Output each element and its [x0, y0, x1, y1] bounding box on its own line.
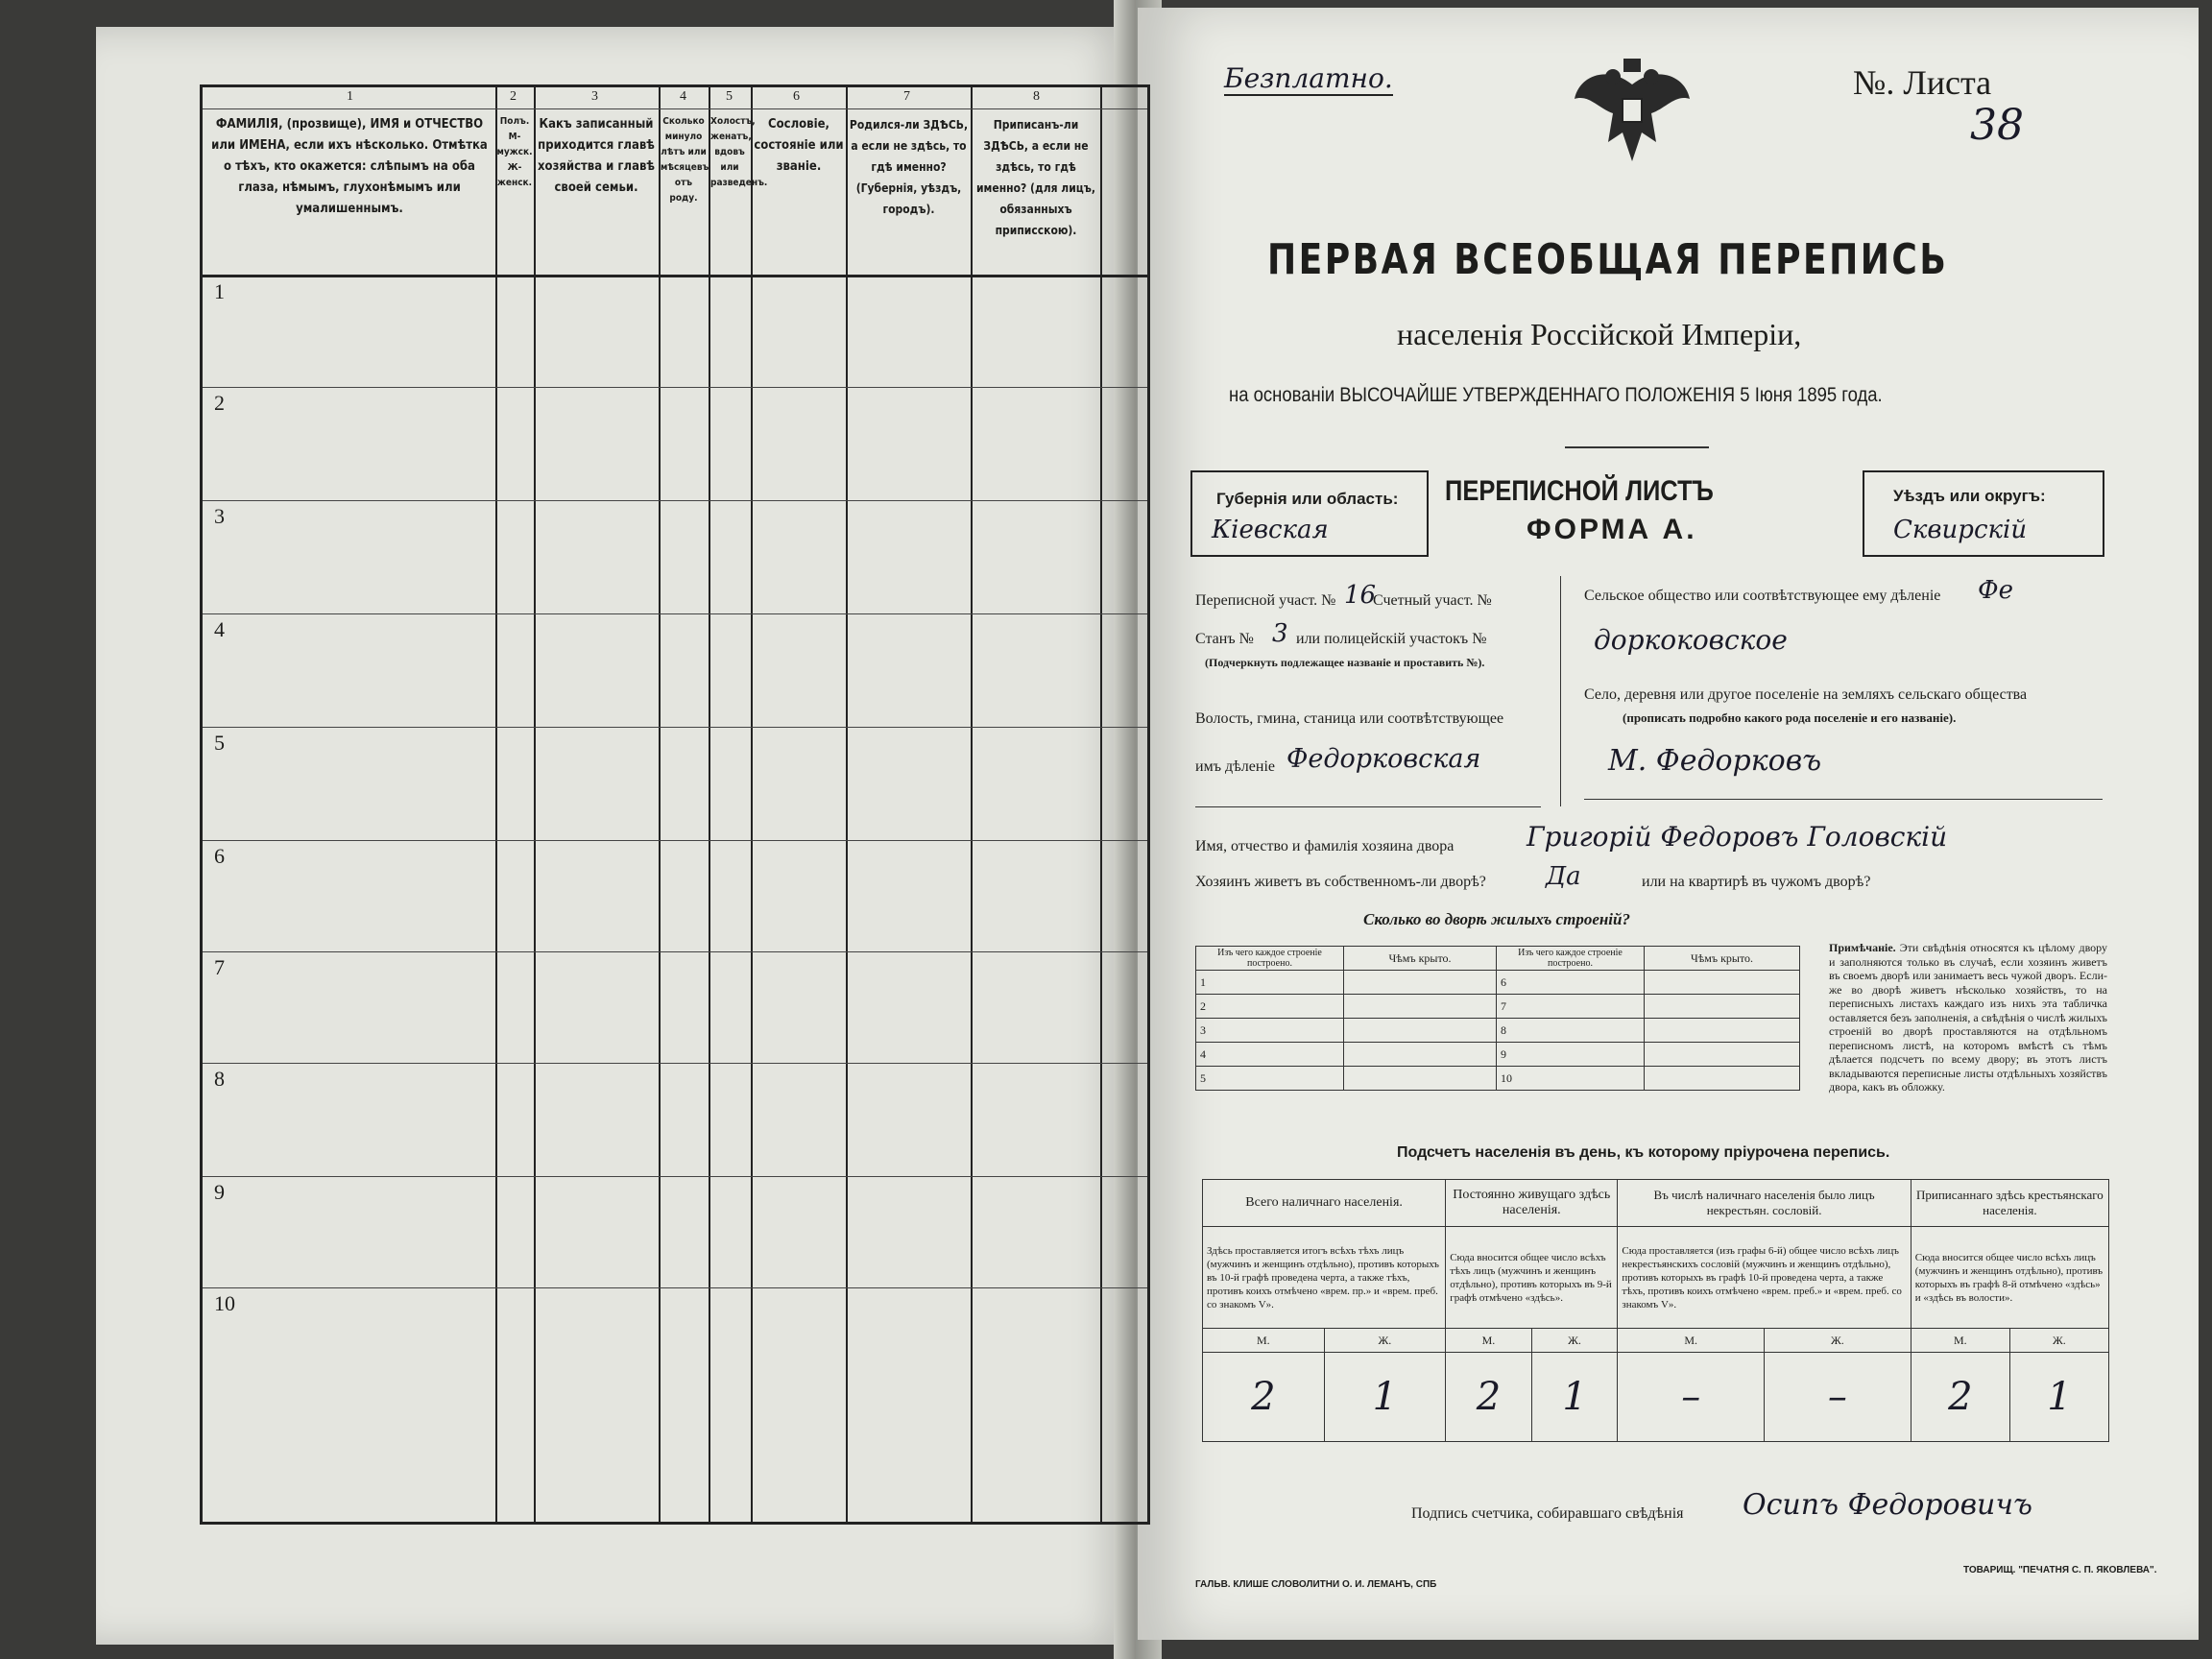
column-number: 7 [903, 89, 910, 104]
buildings-header-material: Изъ чего каждое строеніе построено. [1497, 947, 1645, 971]
count-non-peasant-female: – [1765, 1353, 1911, 1442]
count-desc-total: Здѣсь проставляется итогъ всѣхъ тѣхъ лицъ (мужчинъ и женщинъ отдѣльно), противъ которыхъ въ 10-й графѣ проведена черта, а также тѣхъ, противъ коихъ отмѣчено «врем. пр.» и «врем. преб. со знакомъ V». [1203, 1227, 1446, 1329]
province-label: Губернія или область: [1216, 490, 1399, 508]
building-row-number: 3 [1196, 1019, 1344, 1043]
counter-signature: Осипъ Федоровичъ [1743, 1488, 2033, 1522]
female-label: Ж. [1765, 1329, 1911, 1353]
village-value: М. Федорковъ [1608, 744, 1822, 778]
building-row-number: 7 [1497, 995, 1645, 1019]
sheet-number-label: №. Листа [1853, 63, 1992, 102]
column-header-relation: Какъ записанный приходится главѣ хозяйства и главѣ своей семьи. [538, 117, 655, 195]
building-row-number: 2 [1196, 995, 1344, 1019]
building-row-number: 4 [1196, 1043, 1344, 1067]
census-section-label: Переписной участ. № [1195, 592, 1336, 609]
column-number: 1 [347, 89, 353, 104]
village-label: Село, деревня или другое поселеніе на земляхъ сельскаго общества [1584, 686, 2028, 703]
count-section-label: Счетный участ. № [1373, 592, 1492, 609]
census-section-value: 16 [1344, 581, 1377, 610]
volost-label-2: имъ дѣленіе [1195, 758, 1275, 775]
count-permanent-male: 2 [1446, 1353, 1532, 1442]
police-section-label: или полицейскій участокъ № [1296, 631, 1487, 647]
count-head-registered: Приписаннаго здѣсь крестьянскаго населенія. [1911, 1180, 2108, 1227]
document-subtitle: населенія Россійской Имперіи, [1397, 317, 1802, 351]
count-desc-non-peasant: Сюда проставляется (изъ графы 6-й) общее число всѣхъ лицъ некрестьянскихъ сословій (мужчинъ и женщинъ отдѣльно), противъ которыхъ въ графѣ 10-й проведена черта, а также тѣхъ, противъ коихъ отмѣчено «врем. преб.» и «врем. преб. со знакомъ V». [1618, 1227, 1911, 1329]
double-headed-eagle-emblem [1570, 56, 1695, 169]
province-value: Кіевская [1212, 516, 1329, 544]
male-label: М. [1446, 1329, 1532, 1353]
society-value-1: Фе [1978, 576, 2013, 605]
column-header-birthplace: Родился-ли ЗДѢСЬ, а если не здѣсь, то гдѣ именно? (Губернія, уѣздъ, городъ). [849, 118, 969, 216]
column-number: 3 [591, 89, 598, 104]
row-number: 5 [214, 731, 225, 755]
building-row-number: 9 [1497, 1043, 1645, 1067]
legal-basis: на основаніи ВЫСОЧАЙШЕ УТВЕРЖДЕННАГО ПОЛОЖЕНІЯ 5 Іюня 1895 года. [1229, 384, 1883, 406]
district-box [1863, 470, 2104, 557]
building-row-number: 6 [1497, 971, 1645, 995]
printer-credit-right: ТОВАРИЩ. "ПЕЧАТНЯ С. П. ЯКОВЛЕВА". [1963, 1565, 2157, 1575]
underline-note: (Подчеркнуть подлежащее названіе и проставить №). [1205, 656, 1485, 669]
count-head-non-peasant: Въ числѣ наличнаго населенія было лицъ некрестьян. сословій. [1618, 1180, 1911, 1227]
free-label: Безплатно. [1224, 62, 1393, 94]
signature-label: Подпись счетчика, собиравшаго свѣдѣнія [1411, 1505, 1684, 1522]
stan-value: 3 [1272, 619, 1288, 648]
column-header-marital: Холостъ, женатъ, вдовъ или разведенъ. [710, 116, 768, 188]
own-yard-value: Да [1546, 862, 1581, 891]
column-number: 5 [726, 89, 733, 104]
province-box [1190, 470, 1429, 557]
population-count-title: Подсчетъ населенія въ день, къ которому пріурочена перепись. [1397, 1144, 1890, 1161]
building-row-number: 1 [1196, 971, 1344, 995]
society-label: Сельское общество или соотвѣтствующее ему дѣленіе [1584, 588, 1941, 604]
sheet-number-value: 38 [1970, 101, 2024, 150]
own-yard-label: Хозяинъ живетъ въ собственномъ-ли дворѣ? [1195, 874, 1486, 890]
column-header-name: ФАМИЛІЯ, (прозвище), ИМЯ и ОТЧЕСТВО или ИМЕНА, если ихъ нѣсколько. Отмѣтка о тѣхъ, кто окажется: слѣпымъ на оба глаза, нѣмымъ, глухонѣмымъ или умалишеннымъ. [211, 117, 488, 216]
female-label: Ж. [2009, 1329, 2108, 1353]
volost-label-1: Волость, гмина, станица или соотвѣтствующее [1195, 710, 1504, 727]
row-number: 2 [214, 391, 225, 415]
document-title: ПЕРВАЯ ВСЕОБЩАЯ ПЕРЕПИСЬ [1267, 235, 1949, 284]
building-row-number: 5 [1196, 1067, 1344, 1091]
column-number: 2 [510, 89, 517, 104]
buildings-count-label: Сколько во дворѣ жилыхъ строеній? [1363, 910, 1630, 928]
district-value: Сквирскій [1893, 516, 2028, 544]
form-title: ПЕРЕПИСНОЙ ЛИСТЪ [1445, 475, 1714, 507]
column-number: 6 [793, 89, 800, 104]
printer-credit-left: ГАЛЬВ. КЛИШЕ СЛОВОЛИТНИ О. И. ЛЕМАНЪ, СПБ [1195, 1579, 1437, 1590]
note-title: Примѣчаніе. [1829, 941, 1896, 954]
ornament-divider [1565, 446, 1709, 448]
column-header-registered: Приписанъ-ли ЗДѢСЬ, а если не здѣсь, то гдѣ именно? (для лицъ, обязанныхъ приписскою). [975, 118, 1095, 237]
column-header-estate: Сословіе, состояніе или званіе. [754, 117, 844, 174]
row-number: 7 [214, 955, 225, 979]
household-members-table [200, 84, 1150, 1525]
row-number: 3 [214, 504, 225, 528]
district-label: Уѣздъ или округъ: [1893, 487, 2046, 505]
buildings-header-material: Изъ чего каждое строеніе построено. [1196, 947, 1344, 971]
row-number: 1 [214, 279, 225, 303]
count-permanent-female: 1 [1531, 1353, 1618, 1442]
society-value-2: доркоковское [1594, 624, 1788, 656]
building-row-number: 8 [1497, 1019, 1645, 1043]
row-number: 4 [214, 617, 225, 641]
row-number: 6 [214, 844, 225, 868]
buildings-note [1829, 941, 2107, 1094]
count-registered-male: 2 [1911, 1353, 2009, 1442]
column-header-age: Сколько минуло лѣтъ или мѣсяцевъ отъ роду. [661, 116, 709, 204]
count-non-peasant-male: – [1618, 1353, 1765, 1442]
owner-label: Имя, отчество и фамилія хозяина двора [1195, 838, 1455, 854]
note-text: Эти свѣдѣнія относятся къ цѣлому двору и заполняются только въ случаѣ, если хозяинъ живетъ въ своемъ дворѣ или занимаетъ весь чужой дворъ. Если-же во дворѣ живетъ нѣсколько хозяйствъ, то на переписныхъ листахъ каждаго изъ нихъ эта табличка оставляется безъ заполненія, а свѣдѣнія о числѣ жилыхъ строеній во дворѣ проставляются на отдѣльномъ переписномъ листѣ, на которомъ вмѣстѣ съ тѣмъ дѣлается подсчетъ по всему двору; въ этотъ листъ вкладываются переписные листы отдѣльныхъ хозяйствъ двора, какъ въ обложку. [1829, 941, 2107, 1094]
female-label: Ж. [1324, 1329, 1446, 1353]
volost-value: Федорковская [1286, 744, 1481, 774]
count-desc-registered: Сюда вносится общее число всѣхъ лицъ (мужчинъ и женщинъ отдѣльно), противъ которыхъ въ графѣ 8-й отмѣчено «здѣсь» и «здѣсь въ волости». [1911, 1227, 2108, 1329]
count-head-permanent: Постоянно живущаго здѣсь населенія. [1446, 1180, 1618, 1227]
female-label: Ж. [1531, 1329, 1618, 1353]
apartment-label: или на квартирѣ въ чужомъ дворѣ? [1642, 874, 1871, 890]
count-desc-permanent: Сюда вносится общее число всѣхъ тѣхъ лицъ (мужчинъ и женщинъ отдѣльно), противъ которыхъ въ 9-й графѣ отмѣчено «здѣсь». [1446, 1227, 1618, 1329]
form-subtitle: ФОРМА А. [1527, 514, 1697, 545]
row-number: 10 [214, 1291, 235, 1315]
stan-label: Станъ № [1195, 631, 1254, 647]
owner-value: Григорій Федоровъ Головскій [1527, 821, 1948, 853]
male-label: М. [1911, 1329, 2009, 1353]
column-number: 8 [1033, 89, 1040, 104]
count-registered-female: 1 [2009, 1353, 2108, 1442]
column-header-sex: Полъ. М-мужск. Ж-женск. [496, 116, 533, 188]
count-total-male: 2 [1203, 1353, 1325, 1442]
row-number: 9 [214, 1180, 225, 1204]
building-row-number: 10 [1497, 1067, 1645, 1091]
buildings-header-roof: Чѣмъ крыто. [1344, 947, 1497, 971]
count-head-total: Всего наличнаго населенія. [1203, 1180, 1446, 1227]
male-label: М. [1618, 1329, 1765, 1353]
village-note: (прописать подробно какого рода поселеніе и его названіе). [1623, 710, 1957, 725]
population-count-table [1202, 1179, 2109, 1442]
row-number: 8 [214, 1067, 225, 1091]
count-total-female: 1 [1324, 1353, 1446, 1442]
column-number: 4 [680, 89, 686, 104]
buildings-header-roof: Чѣмъ крыто. [1645, 947, 1800, 971]
buildings-table [1195, 946, 1800, 1091]
male-label: М. [1203, 1329, 1325, 1353]
